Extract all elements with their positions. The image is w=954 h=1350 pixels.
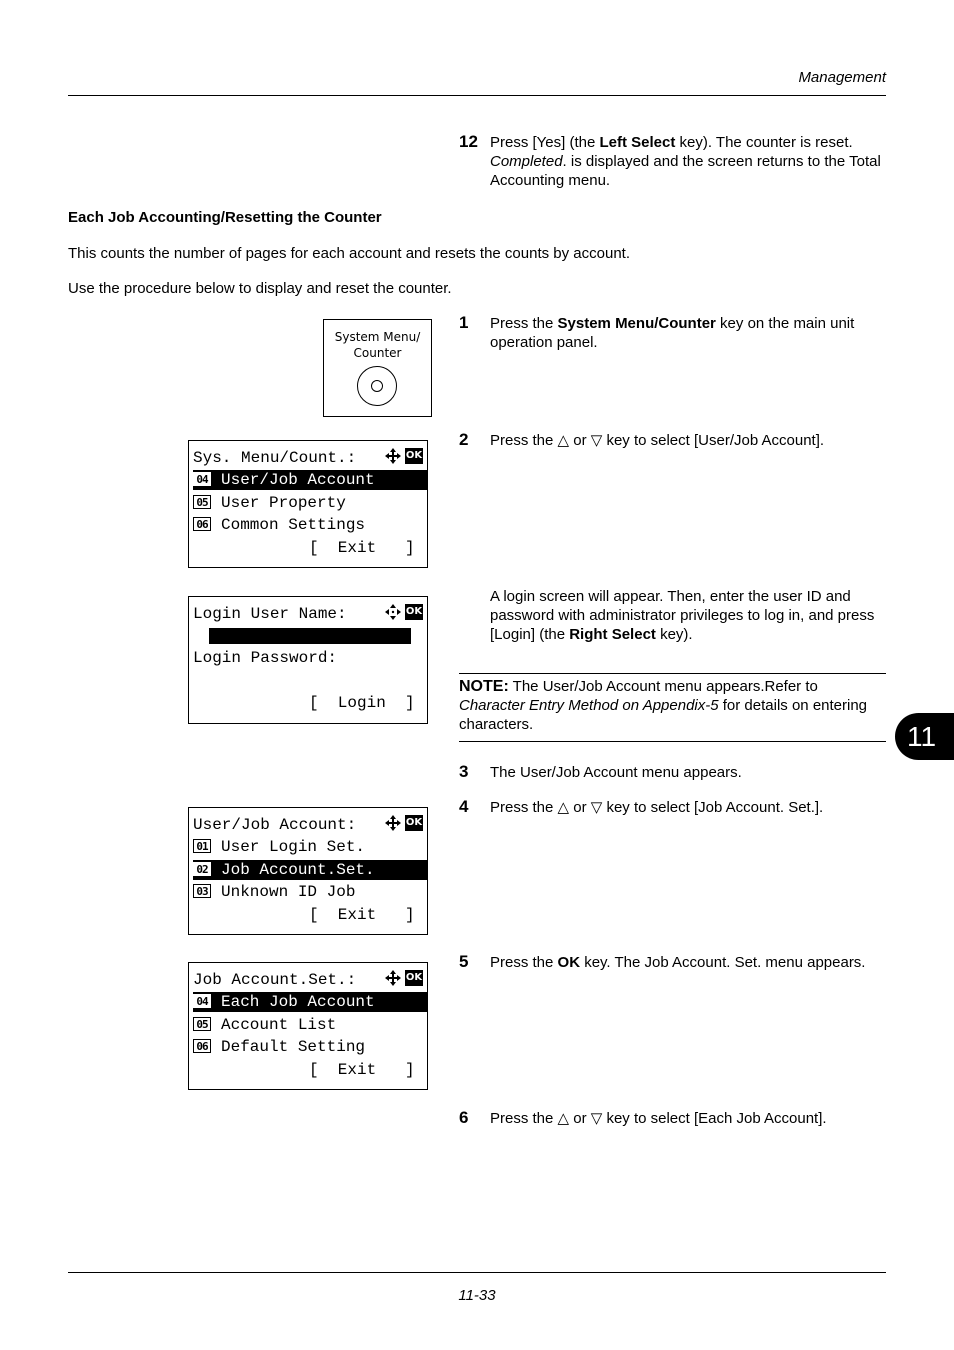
lcd-row: 05 User Property xyxy=(193,493,427,513)
lcd-title: Job Account.Set.: xyxy=(193,971,357,989)
step-3-number: 3 xyxy=(459,762,469,781)
system-menu-counter-key-illustration xyxy=(323,319,432,417)
note-box: NOTE: The User/Job Account menu appears.Refer to Character Entry Method on Appendix-5 for details on entering characters. xyxy=(459,678,868,733)
login-instruction: A login screen will appear. Then, enter the user ID and password with administrator privileges to log in, and press [Login] (the Right Select key). xyxy=(490,588,875,643)
lcd-row: 06 Common Settings xyxy=(193,515,427,535)
system-key-label-2: Counter xyxy=(353,346,402,360)
ok-icon: OK xyxy=(405,604,423,620)
lcd-footer-exit: [ Exit ] xyxy=(309,539,415,557)
ok-icon: OK xyxy=(405,970,423,986)
note-top-rule xyxy=(459,673,886,674)
footer-rule xyxy=(68,1272,886,1273)
four-way-arrow-icon xyxy=(384,814,402,832)
system-key-label-1: System Menu/ xyxy=(334,330,421,344)
lcd-row: 03 Unknown ID Job xyxy=(193,882,427,902)
lcd-row-selected: 02 Job Account.Set. xyxy=(193,860,427,880)
lcd-title: Login User Name: xyxy=(193,605,347,623)
four-way-dotted-arrow-icon xyxy=(384,603,402,621)
lcd-header-icons xyxy=(384,603,423,621)
lcd-title: User/Job Account: xyxy=(193,816,357,834)
lcd-row: 05 Account List xyxy=(193,1015,427,1035)
intro-paragraph-2: Use the procedure below to display and reset the counter. xyxy=(68,280,452,297)
lcd-title: Sys. Menu/Count.: xyxy=(193,449,357,467)
lcd-footer-exit: [ Exit ] xyxy=(309,1061,415,1079)
lcd-row: 06 Default Setting xyxy=(193,1037,427,1057)
intro-paragraph-1: This counts the number of pages for each account and resets the counts by account. xyxy=(68,245,631,262)
header-rule xyxy=(68,95,886,96)
lcd-footer-login: [ Login ] xyxy=(309,694,415,712)
step-6-text: Press the △ or ▽ key to select [Each Job Account]. xyxy=(490,1110,827,1127)
lcd-password-label: Login Password: xyxy=(193,649,338,667)
step-6-number: 6 xyxy=(459,1108,469,1127)
step-4-text: Press the △ or ▽ key to select [Job Account. Set.]. xyxy=(490,799,824,816)
four-way-arrow-icon xyxy=(384,969,402,987)
running-header: Management xyxy=(798,69,886,86)
lcd-login xyxy=(188,596,428,724)
step-2-text: Press the △ or ▽ key to select [User/Job Account]. xyxy=(490,432,825,449)
lcd-header-icons xyxy=(384,814,423,832)
note-label: NOTE: xyxy=(459,678,509,695)
lcd-row-selected: 04 Each Job Account xyxy=(193,992,427,1012)
step-12-number: 12 xyxy=(459,132,478,151)
step-1-number: 1 xyxy=(459,313,469,332)
lcd-header-icons xyxy=(384,969,423,987)
lcd-footer-exit: [ Exit ] xyxy=(309,906,415,924)
chapter-tab: 11 xyxy=(895,713,954,760)
lcd-row: 01 User Login Set. xyxy=(193,837,427,857)
step-3-text: The User/Job Account menu appears. xyxy=(490,764,742,781)
note-bottom-rule xyxy=(459,741,886,742)
user-name-input-field xyxy=(209,628,411,644)
page-number: 11-33 xyxy=(458,1287,496,1304)
ok-icon: OK xyxy=(405,815,423,831)
step-12-text: Press [Yes] (the Left Select key). The counter is reset. Completed. is displayed and the screen returns to the Total Accounting menu. xyxy=(490,134,881,189)
step-2-number: 2 xyxy=(459,430,469,449)
lcd-user-job-account xyxy=(188,807,428,935)
lcd-header-icons xyxy=(384,447,423,465)
lcd-job-account-set xyxy=(188,962,428,1090)
lcd-sys-menu-count xyxy=(188,440,428,568)
step-5-text: Press the OK key. The Job Account. Set. menu appears. xyxy=(490,954,866,971)
step-4-number: 4 xyxy=(459,797,469,816)
ok-icon: OK xyxy=(405,448,423,464)
lcd-row-selected: 04 User/Job Account xyxy=(193,470,427,490)
step-5-number: 5 xyxy=(459,952,469,971)
step-1-text: Press the System Menu/Counter key on the main unit operation panel. xyxy=(490,315,855,351)
system-menu-button-icon xyxy=(357,366,397,406)
four-way-arrow-icon xyxy=(384,447,402,465)
section-title: Each Job Accounting/Resetting the Counter xyxy=(68,209,382,226)
left-select-key: Left Select xyxy=(599,134,676,151)
